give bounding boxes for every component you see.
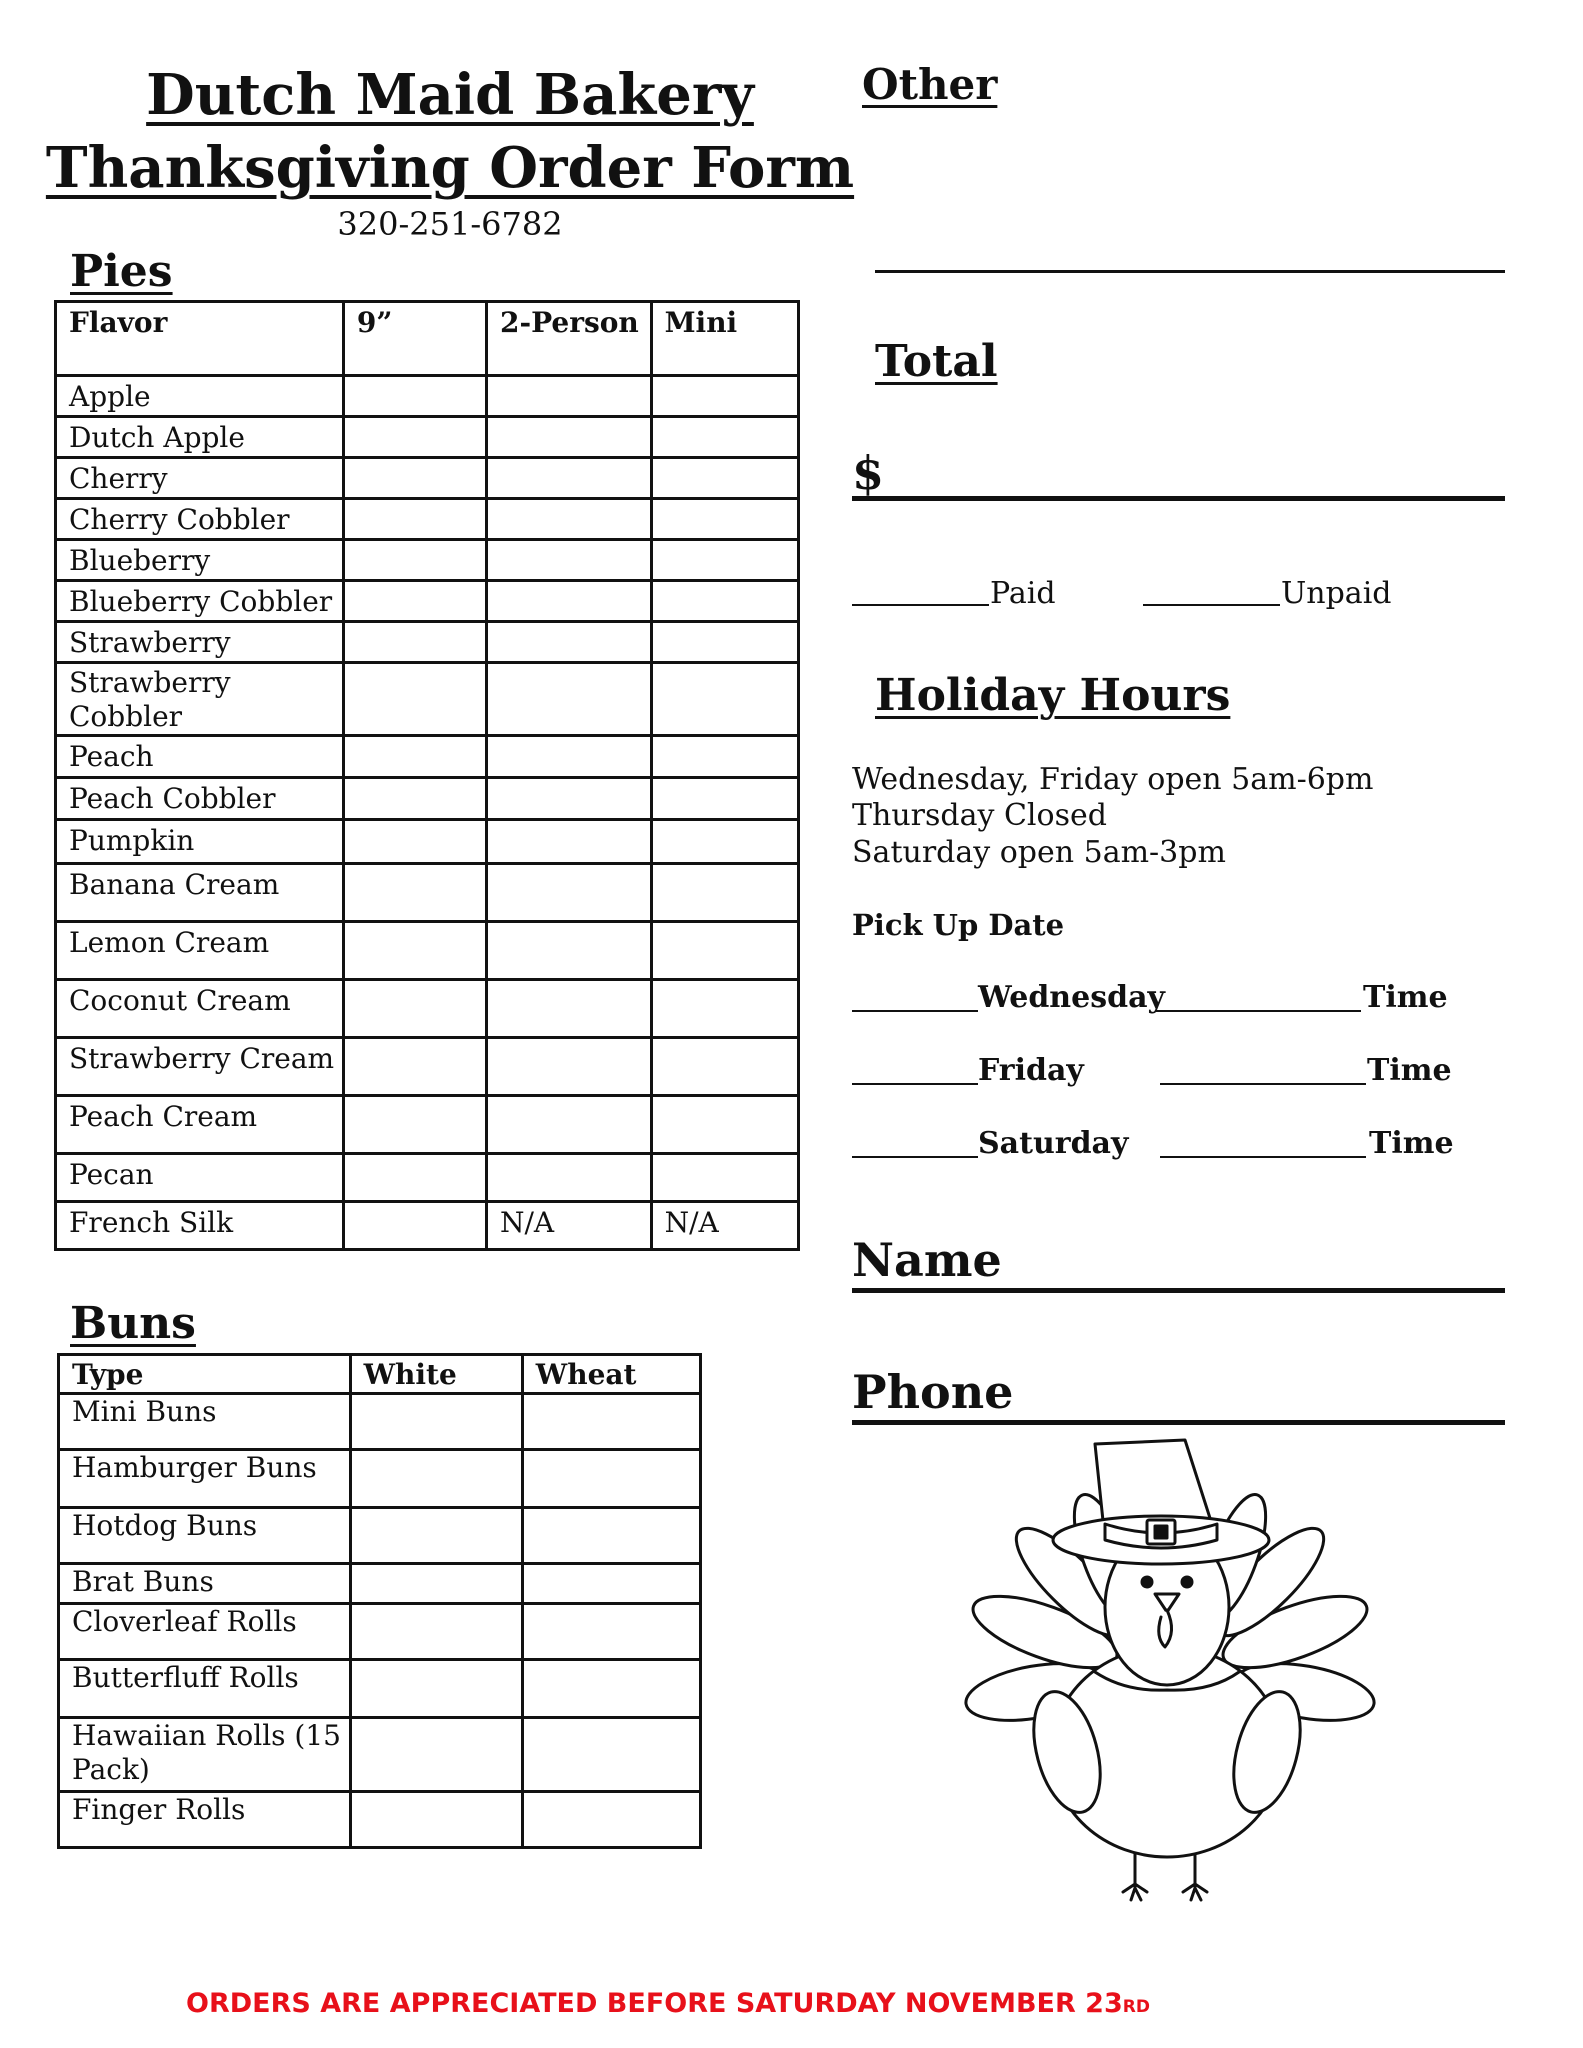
pie-row — [56, 980, 799, 1038]
pickup-saturday-label: Saturday — [978, 1126, 1129, 1161]
title-line-1: Dutch Maid Bakery — [146, 62, 754, 128]
pie-2-person-cell[interactable] — [486, 540, 651, 581]
hours-line-1: Wednesday, Friday open 5am-6pm — [852, 762, 1374, 797]
pie-2-person-cell[interactable] — [486, 864, 651, 922]
unpaid-checkbox-line[interactable] — [1143, 604, 1280, 606]
bun-type-cell: Brat Buns — [59, 1564, 351, 1604]
pie-9-inch-cell[interactable] — [343, 1202, 486, 1250]
paid-label: Paid — [990, 576, 1056, 611]
bun-type-cell: Mini Buns — [59, 1394, 351, 1450]
pie-9-inch-cell[interactable] — [343, 736, 486, 778]
pie-mini-cell[interactable] — [651, 820, 798, 864]
pie-9-inch-cell[interactable] — [343, 417, 486, 458]
buns-header-row — [59, 1355, 701, 1394]
column-header-2-person: 2-Person — [486, 302, 651, 376]
pie-row — [56, 1154, 799, 1202]
pie-flavor-cell: French Silk — [56, 1202, 344, 1250]
order-deadline-notice — [186, 1988, 1150, 2019]
pie-9-inch-cell[interactable] — [343, 922, 486, 980]
pickup-date-heading: Pick Up Date — [852, 908, 1065, 942]
pie-2-person-cell[interactable]: N/A — [486, 1202, 651, 1250]
pie-mini-cell[interactable] — [651, 736, 798, 778]
bun-wheat-cell[interactable] — [522, 1604, 700, 1660]
bun-type-cell: Hotdog Buns — [59, 1508, 351, 1564]
pie-flavor-cell: Peach — [56, 736, 344, 778]
bun-type-cell: Butterfluff Rolls — [59, 1660, 351, 1718]
pie-9-inch-cell[interactable] — [343, 1096, 486, 1154]
bun-wheat-cell[interactable] — [522, 1564, 700, 1604]
pie-9-inch-cell[interactable] — [343, 980, 486, 1038]
bun-wheat-cell[interactable] — [522, 1660, 700, 1718]
pie-row — [56, 1202, 799, 1250]
pie-2-person-cell[interactable] — [486, 736, 651, 778]
bun-type-cell: Finger Rolls — [59, 1792, 351, 1848]
unpaid-label: Unpaid — [1281, 576, 1392, 611]
pie-row — [56, 458, 799, 499]
column-header-wheat: Wheat — [522, 1355, 700, 1394]
pie-row — [56, 540, 799, 581]
pie-flavor-cell: Peach Cream — [56, 1096, 344, 1154]
pie-row — [56, 622, 799, 663]
pie-flavor-cell: Strawberry — [56, 622, 344, 663]
pie-9-inch-cell[interactable] — [343, 1038, 486, 1096]
column-header-type: Type — [59, 1355, 351, 1394]
pie-row — [56, 778, 799, 820]
pie-flavor-cell: Strawberry Cream — [56, 1038, 344, 1096]
pie-mini-cell[interactable] — [651, 980, 798, 1038]
pie-row — [56, 736, 799, 778]
pie-2-person-cell[interactable] — [486, 499, 651, 540]
phone-label: Phone — [852, 1365, 1014, 1419]
bun-wheat-cell[interactable] — [522, 1718, 700, 1792]
name-label: Name — [852, 1233, 1002, 1287]
pie-9-inch-cell[interactable] — [343, 622, 486, 663]
pie-2-person-cell[interactable] — [486, 1154, 651, 1202]
pies-header-row — [56, 302, 799, 376]
pie-row — [56, 376, 799, 417]
bun-row — [59, 1394, 701, 1450]
pie-flavor-cell: Blueberry Cobbler — [56, 581, 344, 622]
pie-flavor-cell: Peach Cobbler — [56, 778, 344, 820]
bun-wheat-cell[interactable] — [522, 1450, 700, 1508]
pie-mini-cell[interactable] — [651, 417, 798, 458]
pie-2-person-cell[interactable] — [486, 922, 651, 980]
pie-9-inch-cell[interactable] — [343, 1154, 486, 1202]
pie-row — [56, 663, 799, 736]
pie-flavor-cell: Coconut Cream — [56, 980, 344, 1038]
pie-row — [56, 417, 799, 458]
bun-wheat-cell[interactable] — [522, 1394, 700, 1450]
bun-row — [59, 1718, 701, 1792]
pie-row — [56, 864, 799, 922]
hours-line-3: Saturday open 5am-3pm — [852, 835, 1226, 870]
pie-2-person-cell[interactable] — [486, 663, 651, 736]
pickup-wednesday-line[interactable] — [852, 1010, 978, 1012]
pie-mini-cell[interactable] — [651, 622, 798, 663]
bun-row — [59, 1660, 701, 1718]
pie-9-inch-cell[interactable] — [343, 540, 486, 581]
pie-mini-cell[interactable] — [651, 922, 798, 980]
total-input-line[interactable] — [852, 496, 1505, 501]
column-header-mini: Mini — [651, 302, 798, 376]
pie-9-inch-cell[interactable] — [343, 458, 486, 499]
pickup-saturday-time-label: Time — [1369, 1126, 1454, 1161]
pie-9-inch-cell[interactable] — [343, 820, 486, 864]
phone-input-line[interactable] — [852, 1420, 1505, 1425]
pie-flavor-cell: Blueberry — [56, 540, 344, 581]
bun-white-cell[interactable] — [350, 1604, 522, 1660]
pie-2-person-cell[interactable] — [486, 417, 651, 458]
pie-2-person-cell[interactable] — [486, 1096, 651, 1154]
bakery-phone-number: 320-251-6782 — [337, 205, 563, 243]
dollar-sign: $ — [852, 446, 885, 500]
pickup-saturday-line[interactable] — [852, 1156, 978, 1158]
pie-9-inch-cell[interactable] — [343, 581, 486, 622]
pickup-saturday-time-line[interactable] — [1160, 1156, 1366, 1158]
pickup-friday-time-line[interactable] — [1160, 1083, 1366, 1085]
bun-white-cell[interactable] — [350, 1660, 522, 1718]
pie-2-person-cell[interactable] — [486, 581, 651, 622]
bun-type-cell: Hamburger Buns — [59, 1450, 351, 1508]
buns-table — [57, 1353, 702, 1849]
pie-2-person-cell[interactable] — [486, 376, 651, 417]
bun-white-cell[interactable] — [350, 1718, 522, 1792]
pickup-friday-time-label: Time — [1367, 1053, 1452, 1088]
total-heading: Total — [875, 336, 998, 387]
pickup-wednesday-time-label: Time — [1363, 980, 1448, 1015]
other-input-line[interactable] — [875, 270, 1505, 273]
paid-checkbox-line[interactable] — [852, 604, 989, 606]
column-header-9-inch: 9” — [343, 302, 486, 376]
pie-row — [56, 820, 799, 864]
title-line-2: Thanksgiving Order Form — [45, 135, 855, 201]
bun-white-cell[interactable] — [350, 1508, 522, 1564]
pie-2-person-cell[interactable] — [486, 622, 651, 663]
pie-9-inch-cell[interactable] — [343, 778, 486, 820]
pie-mini-cell[interactable] — [651, 864, 798, 922]
holiday-hours-heading: Holiday Hours — [875, 670, 1231, 721]
pickup-wednesday-label: Wednesday — [978, 980, 1165, 1015]
bun-row — [59, 1604, 701, 1660]
pickup-wednesday-time-line[interactable] — [1155, 1010, 1361, 1012]
column-header-flavor: Flavor — [56, 302, 344, 376]
pie-2-person-cell[interactable] — [486, 778, 651, 820]
pie-flavor-cell: Apple — [56, 376, 344, 417]
pies-heading: Pies — [70, 246, 173, 297]
bun-white-cell[interactable] — [350, 1564, 522, 1604]
bun-row — [59, 1564, 701, 1604]
pie-9-inch-cell[interactable] — [343, 499, 486, 540]
pie-row — [56, 922, 799, 980]
pie-flavor-cell: Banana Cream — [56, 864, 344, 922]
pie-flavor-cell: Cherry Cobbler — [56, 499, 344, 540]
pie-9-inch-cell[interactable] — [343, 376, 486, 417]
pie-row — [56, 1096, 799, 1154]
bun-white-cell[interactable] — [350, 1792, 522, 1848]
pie-flavor-cell: Lemon Cream — [56, 922, 344, 980]
pie-9-inch-cell[interactable] — [343, 864, 486, 922]
pie-mini-cell[interactable] — [651, 1096, 798, 1154]
pie-mini-cell[interactable]: N/A — [651, 1202, 798, 1250]
bun-type-cell: Hawaiian Rolls (15 Pack) — [59, 1718, 351, 1792]
other-heading: Other — [862, 60, 998, 109]
pie-flavor-cell: Pecan — [56, 1154, 344, 1202]
pie-row — [56, 499, 799, 540]
pie-flavor-cell: Cherry — [56, 458, 344, 499]
pie-flavor-cell: Dutch Apple — [56, 417, 344, 458]
pie-mini-cell[interactable] — [651, 540, 798, 581]
pie-mini-cell[interactable] — [651, 1038, 798, 1096]
pie-2-person-cell[interactable] — [486, 458, 651, 499]
pie-mini-cell[interactable] — [651, 663, 798, 736]
bun-row — [59, 1792, 701, 1848]
pickup-friday-label: Friday — [978, 1053, 1084, 1088]
pie-mini-cell[interactable] — [651, 778, 798, 820]
buns-heading: Buns — [70, 1298, 196, 1349]
hours-line-2: Thursday Closed — [852, 798, 1107, 833]
pie-2-person-cell[interactable] — [486, 820, 651, 864]
pie-mini-cell[interactable] — [651, 499, 798, 540]
pie-row — [56, 1038, 799, 1096]
pie-row — [56, 581, 799, 622]
bun-white-cell[interactable] — [350, 1394, 522, 1450]
column-header-white: White — [350, 1355, 522, 1394]
pie-9-inch-cell[interactable] — [343, 663, 486, 736]
pies-table — [54, 300, 800, 1251]
bun-white-cell[interactable] — [350, 1450, 522, 1508]
order-deadline-text: ORDERS ARE APPRECIATED BEFORE SATURDAY NOVEMBER 23 — [186, 1988, 1123, 2019]
pie-flavor-cell: Strawberry Cobbler — [56, 663, 344, 736]
pickup-friday-line[interactable] — [852, 1083, 978, 1085]
pie-2-person-cell[interactable] — [486, 980, 651, 1038]
bun-row — [59, 1450, 701, 1508]
pie-flavor-cell: Pumpkin — [56, 820, 344, 864]
bun-wheat-cell[interactable] — [522, 1508, 700, 1564]
bun-type-cell: Cloverleaf Rolls — [59, 1604, 351, 1660]
pilgrim-turkey-icon — [955, 1432, 1385, 1922]
pie-mini-cell[interactable] — [651, 458, 798, 499]
pie-mini-cell[interactable] — [651, 581, 798, 622]
pie-mini-cell[interactable] — [651, 376, 798, 417]
bun-wheat-cell[interactable] — [522, 1792, 700, 1848]
pie-mini-cell[interactable] — [651, 1154, 798, 1202]
name-input-line[interactable] — [852, 1288, 1505, 1293]
pie-2-person-cell[interactable] — [486, 1038, 651, 1096]
ordinal-suffix: RD — [1122, 1997, 1150, 2017]
bun-row — [59, 1508, 701, 1564]
